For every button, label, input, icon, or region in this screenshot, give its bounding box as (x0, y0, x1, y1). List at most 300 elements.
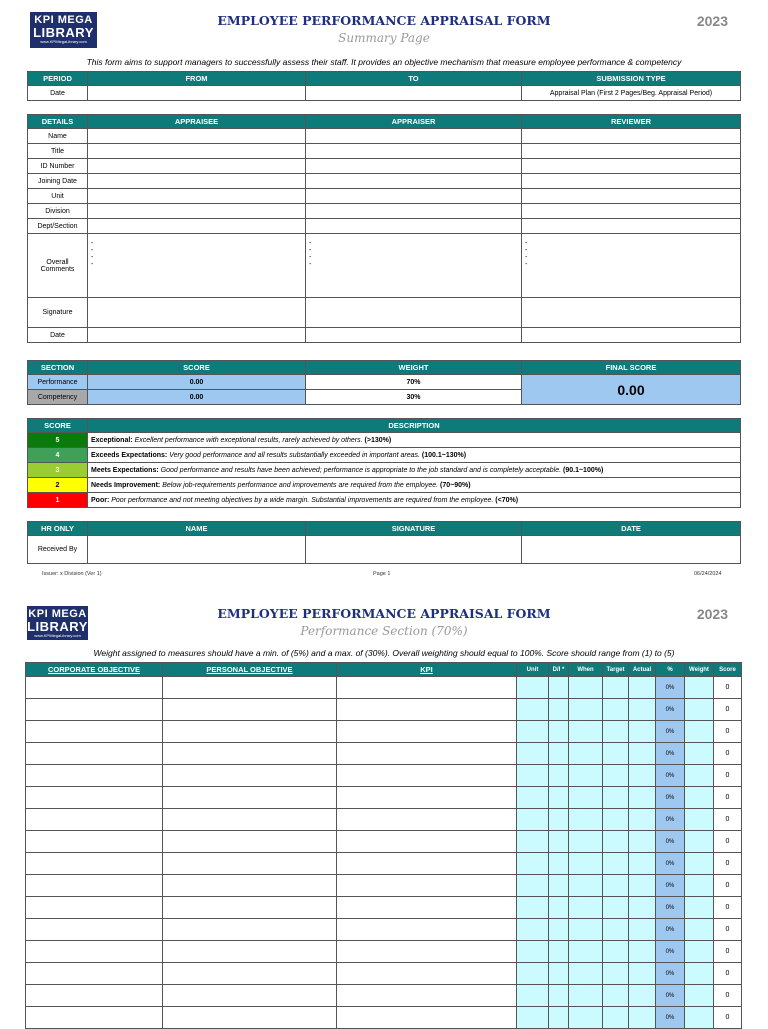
di-field[interactable] (549, 721, 569, 743)
reviewer-unit-field[interactable] (522, 189, 741, 204)
when-field[interactable] (569, 743, 603, 765)
section-score-table (27, 360, 741, 405)
score-header: Score (714, 663, 742, 677)
di-field[interactable] (549, 897, 569, 919)
percent-value: 0% (656, 853, 685, 875)
target-field[interactable] (603, 919, 629, 941)
reviewer-name-field[interactable] (522, 129, 741, 144)
unit-field[interactable] (517, 1007, 549, 1029)
target-field[interactable] (603, 721, 629, 743)
details-row-label: ID Number (28, 159, 88, 174)
score-value: 0 (714, 699, 742, 721)
corporate-objective-field[interactable] (26, 1007, 163, 1029)
personal-objective-field[interactable] (163, 787, 337, 809)
target-field[interactable] (603, 875, 629, 897)
kpi-field[interactable] (337, 875, 517, 897)
weight-field[interactable] (685, 897, 714, 919)
di-field[interactable] (549, 677, 569, 699)
unit-field[interactable] (517, 721, 549, 743)
when-field[interactable] (569, 897, 603, 919)
logo: KPI MEGA LIBRARY www.KPIMegaLibrary.com (30, 12, 97, 48)
corporate-objective-header: CORPORATE OBJECTIVE (26, 663, 163, 677)
target-field[interactable] (603, 963, 629, 985)
weight-field[interactable] (685, 743, 714, 765)
weight-header: Weight (685, 663, 714, 677)
hr-date-header: DATE (522, 522, 741, 536)
actual-field[interactable] (629, 963, 656, 985)
page-title: EMPLOYEE PERFORMANCE APPRAISAL FORM (217, 606, 551, 621)
target-field[interactable] (603, 787, 629, 809)
corporate-objective-field[interactable] (26, 853, 163, 875)
details-table (27, 114, 741, 343)
corporate-objective-field[interactable] (26, 919, 163, 941)
personal-objective-field[interactable] (163, 875, 337, 897)
percent-value: 0% (656, 765, 685, 787)
when-field[interactable] (569, 677, 603, 699)
reviewer-division-field[interactable] (522, 204, 741, 219)
weight-field[interactable] (685, 963, 714, 985)
appraisee-title-field[interactable] (88, 144, 306, 159)
score-value: 0 (714, 897, 742, 919)
weight-field[interactable] (685, 919, 714, 941)
when-field[interactable] (569, 809, 603, 831)
when-field[interactable] (569, 765, 603, 787)
appraisee-joining-date-field[interactable] (88, 174, 306, 189)
actual-field[interactable] (629, 787, 656, 809)
competency-weight: 30% (306, 390, 522, 405)
unit-field[interactable] (517, 919, 549, 941)
scale-description: Exceeds Expectations: Very good performance and all results substantially exceeded in important areas. (100.1~130%) (88, 448, 741, 463)
period-table (27, 71, 741, 101)
percent-value: 0% (656, 809, 685, 831)
table-row (26, 963, 742, 985)
personal-objective-field[interactable] (163, 743, 337, 765)
details-row-label: Title (28, 144, 88, 159)
performance-label: Performance (28, 375, 88, 390)
when-field[interactable] (569, 853, 603, 875)
di-field[interactable] (549, 963, 569, 985)
scale-description: Poor: Poor performance and not meeting objectives by a wide margin. Substantial improvements are required from the employee. (<70%) (88, 493, 741, 508)
appraiser-title-field[interactable] (306, 144, 522, 159)
score-header: SCORE (88, 361, 306, 375)
percent-value: 0% (656, 677, 685, 699)
kpi-field[interactable] (337, 743, 517, 765)
unit-field[interactable] (517, 897, 549, 919)
score-value: 0 (714, 941, 742, 963)
actual-field[interactable] (629, 721, 656, 743)
unit-field[interactable] (517, 699, 549, 721)
corporate-objective-field[interactable] (26, 897, 163, 919)
table-row (26, 743, 742, 765)
details-header: DETAILS (28, 115, 88, 129)
table-row (26, 765, 742, 787)
target-header: Target (603, 663, 629, 677)
weight-field[interactable] (685, 699, 714, 721)
footer-page: Page 1 (373, 571, 391, 577)
target-field[interactable] (603, 677, 629, 699)
hr-only-table (27, 521, 741, 564)
to-date-field[interactable] (306, 86, 522, 101)
actual-field[interactable] (629, 809, 656, 831)
unit-field[interactable] (517, 765, 549, 787)
unit-field[interactable] (517, 941, 549, 963)
actual-field[interactable] (629, 831, 656, 853)
when-field[interactable] (569, 721, 603, 743)
unit-field[interactable] (517, 875, 549, 897)
scale-score-1: 1 (28, 493, 88, 508)
kpi-field[interactable] (337, 787, 517, 809)
year-label: 2023 (696, 606, 728, 622)
unit-field[interactable] (517, 963, 549, 985)
reviewer-joining-date-field[interactable] (522, 174, 741, 189)
di-field[interactable] (549, 743, 569, 765)
appraisee-division-field[interactable] (88, 204, 306, 219)
actual-field[interactable] (629, 919, 656, 941)
intro-text: Weight assigned to measures should have a min. of (5%) and a max. of (30%). Overall weighting should equal to 100%. Score should range from (1) to (5) (93, 648, 675, 658)
personal-objective-header: PERSONAL OBJECTIVE (163, 663, 337, 677)
hr-name-field[interactable] (88, 536, 306, 564)
percent-value: 0% (656, 875, 685, 897)
table-row (26, 897, 742, 919)
di-field[interactable] (549, 1007, 569, 1029)
corporate-objective-field[interactable] (26, 787, 163, 809)
di-field[interactable] (549, 941, 569, 963)
details-row-label: Joining Date (28, 174, 88, 189)
hr-signature-field[interactable] (306, 536, 522, 564)
when-field[interactable] (569, 875, 603, 897)
scale-description: Meets Expectations: Good performance and results have been achieved; performance is appropriate to the job standard and is completely acceptable. (90.1~100%) (88, 463, 741, 478)
weight-field[interactable] (685, 809, 714, 831)
logo: KPI MEGA LIBRARY www.KPIMegaLibrary.com (27, 608, 88, 638)
personal-objective-field[interactable] (163, 963, 337, 985)
personal-objective-field[interactable] (163, 677, 337, 699)
to-header: TO (306, 72, 522, 86)
appraisee-date-field[interactable] (88, 328, 306, 343)
when-field[interactable] (569, 787, 603, 809)
score-value: 0 (714, 963, 742, 985)
scale-score-2: 2 (28, 478, 88, 493)
table-row (26, 677, 742, 699)
percent-value: 0% (656, 1007, 685, 1029)
final-score-header: FINAL SCORE (522, 361, 741, 375)
actual-field[interactable] (629, 699, 656, 721)
personal-objective-field[interactable] (163, 809, 337, 831)
score-value: 0 (714, 721, 742, 743)
from-header: FROM (88, 72, 306, 86)
score-value: 0 (714, 985, 742, 1007)
percent-value: 0% (656, 897, 685, 919)
scale-score-3: 3 (28, 463, 88, 478)
kpi-field[interactable] (337, 963, 517, 985)
section-header: SECTION (28, 361, 88, 375)
kpi-field[interactable] (337, 853, 517, 875)
target-field[interactable] (603, 809, 629, 831)
reviewer-signature-field[interactable] (522, 298, 741, 328)
appraiser-division-field[interactable] (306, 204, 522, 219)
target-field[interactable] (603, 985, 629, 1007)
table-row (26, 809, 742, 831)
kpi-field[interactable] (337, 1007, 517, 1029)
percent-value: 0% (656, 985, 685, 1007)
weight-field[interactable] (685, 853, 714, 875)
percent-value: 0% (656, 787, 685, 809)
di-field[interactable] (549, 875, 569, 897)
page-title: EMPLOYEE PERFORMANCE APPRAISAL FORM (217, 13, 551, 28)
unit-field[interactable] (517, 787, 549, 809)
actual-field[interactable] (629, 941, 656, 963)
scale-score-header: SCORE (28, 419, 88, 433)
appraisee-name-field[interactable] (88, 129, 306, 144)
when-field[interactable] (569, 919, 603, 941)
reviewer-header: REVIEWER (522, 115, 741, 129)
kpi-field[interactable] (337, 831, 517, 853)
score-value: 0 (714, 743, 742, 765)
actual-field[interactable] (629, 985, 656, 1007)
kpi-field[interactable] (337, 897, 517, 919)
reviewer-date-field[interactable] (522, 328, 741, 343)
target-field[interactable] (603, 941, 629, 963)
personal-objective-field[interactable] (163, 985, 337, 1007)
target-field[interactable] (603, 743, 629, 765)
score-value: 0 (714, 809, 742, 831)
when-field[interactable] (569, 831, 603, 853)
kpi-field[interactable] (337, 809, 517, 831)
di-field[interactable] (549, 985, 569, 1007)
percent-value: 0% (656, 699, 685, 721)
di-field[interactable] (549, 699, 569, 721)
unit-field[interactable] (517, 831, 549, 853)
scale-score-4: 4 (28, 448, 88, 463)
unit-field[interactable] (517, 677, 549, 699)
table-row (26, 941, 742, 963)
table-row (26, 875, 742, 897)
details-row-label: Dept/Section (28, 219, 88, 234)
year-label: 2023 (696, 13, 728, 29)
reviewer-title-field[interactable] (522, 144, 741, 159)
score-value: 0 (714, 875, 742, 897)
percent-value: 0% (656, 963, 685, 985)
details-row-label: Unit (28, 189, 88, 204)
scale-score-5: 5 (28, 433, 88, 448)
personal-objective-field[interactable] (163, 831, 337, 853)
details-row-label: Name (28, 129, 88, 144)
percent-header: % (656, 663, 685, 677)
percent-value: 0% (656, 721, 685, 743)
target-field[interactable] (603, 1007, 629, 1029)
weight-header: WEIGHT (306, 361, 522, 375)
unit-field[interactable] (517, 853, 549, 875)
personal-objective-field[interactable] (163, 1007, 337, 1029)
appraisee-header: APPRAISEE (88, 115, 306, 129)
score-value: 0 (714, 787, 742, 809)
table-row (26, 831, 742, 853)
appraiser-header: APPRAISER (306, 115, 522, 129)
weight-field[interactable] (685, 765, 714, 787)
kpi-field[interactable] (337, 919, 517, 941)
table-row (26, 721, 742, 743)
actual-field[interactable] (629, 853, 656, 875)
target-field[interactable] (603, 765, 629, 787)
submission-type-field[interactable]: Appraisal Plan (First 2 Pages/Beg. Appraisal Period) (522, 86, 741, 101)
appraisee-unit-field[interactable] (88, 189, 306, 204)
corporate-objective-field[interactable] (26, 699, 163, 721)
table-row (26, 699, 742, 721)
appraiser-name-field[interactable] (306, 129, 522, 144)
weight-field[interactable] (685, 677, 714, 699)
target-field[interactable] (603, 897, 629, 919)
table-row (26, 919, 742, 941)
when-header: When (569, 663, 603, 677)
actual-header: Actual (629, 663, 656, 677)
target-field[interactable] (603, 699, 629, 721)
appraiser-joining-date-field[interactable] (306, 174, 522, 189)
appraisee-id-field[interactable] (88, 159, 306, 174)
weight-field[interactable] (685, 875, 714, 897)
corporate-objective-field[interactable] (26, 765, 163, 787)
when-field[interactable] (569, 985, 603, 1007)
appraiser-id-field[interactable] (306, 159, 522, 174)
actual-field[interactable] (629, 743, 656, 765)
di-field[interactable] (549, 919, 569, 941)
actual-field[interactable] (629, 1007, 656, 1029)
personal-objective-field[interactable] (163, 919, 337, 941)
score-scale-table (27, 418, 741, 508)
corporate-objective-field[interactable] (26, 941, 163, 963)
scale-description: Exceptional: Excellent performance with exceptional results, rarely achieved by others. (>130%) (88, 433, 741, 448)
corporate-objective-field[interactable] (26, 809, 163, 831)
kpi-field[interactable] (337, 677, 517, 699)
target-field[interactable] (603, 831, 629, 853)
submission-type-header: SUBMISSION TYPE (522, 72, 741, 86)
performance-table (25, 662, 742, 1029)
score-value: 0 (714, 765, 742, 787)
kpi-field[interactable] (337, 721, 517, 743)
percent-value: 0% (656, 831, 685, 853)
personal-objective-field[interactable] (163, 853, 337, 875)
corporate-objective-field[interactable] (26, 875, 163, 897)
personal-objective-field[interactable] (163, 897, 337, 919)
actual-field[interactable] (629, 765, 656, 787)
kpi-field[interactable] (337, 699, 517, 721)
received-by-label: Received By (28, 536, 88, 564)
unit-header: Unit (517, 663, 549, 677)
percent-value: 0% (656, 919, 685, 941)
appraiser-dept-field[interactable] (306, 219, 522, 234)
final-score-value: 0.00 (522, 375, 741, 405)
corporate-objective-field[interactable] (26, 963, 163, 985)
corporate-objective-field[interactable] (26, 677, 163, 699)
weight-field[interactable] (685, 985, 714, 1007)
appraiser-date-field[interactable] (306, 328, 522, 343)
kpi-field[interactable] (337, 941, 517, 963)
details-row-label: Division (28, 204, 88, 219)
page-subtitle: Performance Section (70%) (300, 624, 468, 638)
when-field[interactable] (569, 941, 603, 963)
kpi-field[interactable] (337, 985, 517, 1007)
di-field[interactable] (549, 809, 569, 831)
table-row (26, 985, 742, 1007)
appraisee-comments-field[interactable]: - - - - (88, 234, 306, 298)
hr-name-header: NAME (88, 522, 306, 536)
di-field[interactable] (549, 787, 569, 809)
reviewer-id-field[interactable] (522, 159, 741, 174)
signature-label: Signature (28, 298, 88, 328)
intro-text: This form aims to support managers to successfully assess their staff. It provides an objective mechanism that measure employee performance & competency (86, 57, 682, 67)
appraiser-signature-field[interactable] (306, 298, 522, 328)
actual-field[interactable] (629, 677, 656, 699)
unit-field[interactable] (517, 743, 549, 765)
score-value: 0 (714, 831, 742, 853)
appraiser-unit-field[interactable] (306, 189, 522, 204)
table-row (26, 1007, 742, 1029)
personal-objective-field[interactable] (163, 765, 337, 787)
weight-field[interactable] (685, 721, 714, 743)
personal-objective-field[interactable] (163, 699, 337, 721)
hr-date-field[interactable] (522, 536, 741, 564)
target-field[interactable] (603, 853, 629, 875)
kpi-field[interactable] (337, 765, 517, 787)
when-field[interactable] (569, 963, 603, 985)
performance-weight: 70% (306, 375, 522, 390)
reviewer-dept-field[interactable] (522, 219, 741, 234)
corporate-objective-field[interactable] (26, 831, 163, 853)
when-field[interactable] (569, 699, 603, 721)
appraisee-dept-field[interactable] (88, 219, 306, 234)
hr-only-header: HR ONLY (28, 522, 88, 536)
competency-score: 0.00 (88, 390, 306, 405)
performance-score: 0.00 (88, 375, 306, 390)
corporate-objective-field[interactable] (26, 985, 163, 1007)
weight-field[interactable] (685, 831, 714, 853)
score-value: 0 (714, 919, 742, 941)
scale-description: Needs Improvement: Below job-requirements performance and improvements are required from the employee. (70~90%) (88, 478, 741, 493)
di-field[interactable] (549, 853, 569, 875)
unit-field[interactable] (517, 809, 549, 831)
period-header: PERIOD (28, 72, 88, 86)
when-field[interactable] (569, 1007, 603, 1029)
weight-field[interactable] (685, 941, 714, 963)
unit-field[interactable] (517, 985, 549, 1007)
corporate-objective-field[interactable] (26, 743, 163, 765)
signature-date-label: Date (28, 328, 88, 343)
actual-field[interactable] (629, 897, 656, 919)
actual-field[interactable] (629, 875, 656, 897)
personal-objective-field[interactable] (163, 941, 337, 963)
weight-field[interactable] (685, 1007, 714, 1029)
corporate-objective-field[interactable] (26, 721, 163, 743)
personal-objective-field[interactable] (163, 721, 337, 743)
percent-value: 0% (656, 743, 685, 765)
score-value: 0 (714, 677, 742, 699)
appraiser-comments-field[interactable]: - - - - (306, 234, 522, 298)
table-row (26, 853, 742, 875)
table-row (26, 787, 742, 809)
from-date-field[interactable] (88, 86, 306, 101)
footer-issuer: Issuer: x Division (Ver 1) (42, 571, 102, 577)
appraisee-signature-field[interactable] (88, 298, 306, 328)
di-field[interactable] (549, 831, 569, 853)
competency-label: Competency (28, 390, 88, 405)
hr-signature-header: SIGNATURE (306, 522, 522, 536)
score-value: 0 (714, 853, 742, 875)
reviewer-comments-field[interactable]: - - - - (522, 234, 741, 298)
weight-field[interactable] (685, 787, 714, 809)
overall-comments-label: Overall Comments (28, 234, 88, 298)
period-date-label: Date (28, 86, 88, 101)
kpi-header: KPI (337, 663, 517, 677)
di-field[interactable] (549, 765, 569, 787)
footer-date: 06/24/2024 (694, 571, 722, 577)
